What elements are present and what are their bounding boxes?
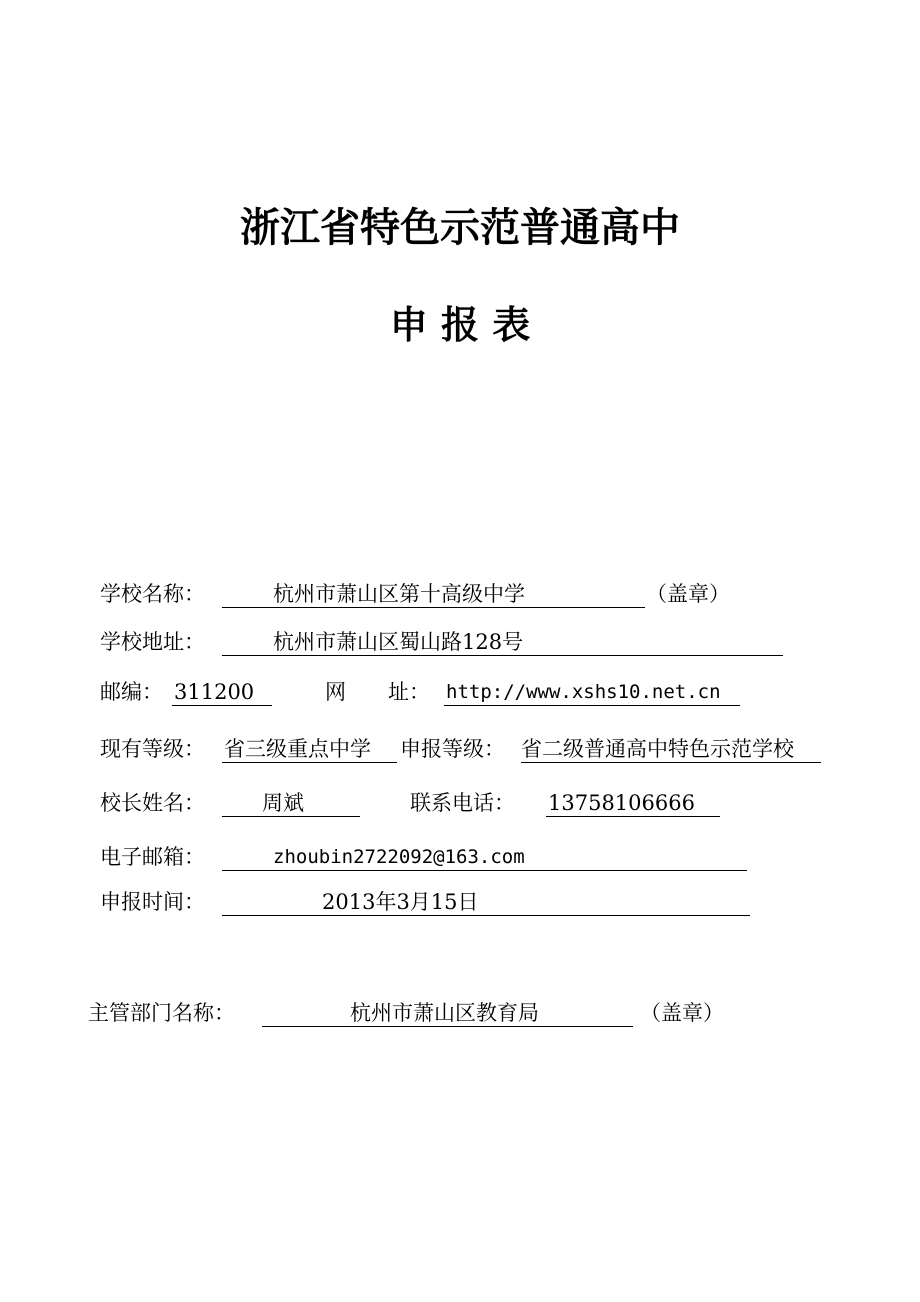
document-title: 浙江省特色示范普通高中: [240, 204, 680, 251]
principal-field: [222, 790, 360, 817]
date-label: 申报时间：: [100, 890, 205, 914]
school-address-label: 学校地址：: [100, 630, 205, 654]
postcode-field: [172, 679, 272, 706]
authority-label: 主管部门名称：: [88, 1001, 235, 1025]
school-name-value: 杭州市萧山区第十高级中学: [273, 582, 525, 606]
school-name-label: 学校名称：: [100, 582, 205, 606]
applied-level-value: 省二级普通高中特色示范学校: [521, 737, 794, 761]
date-value: 2013年3月15日: [322, 890, 479, 914]
phone-label: 联系电话：: [410, 791, 515, 815]
applied-level-field: [521, 736, 821, 763]
school-address-value: 杭州市萧山区蜀山路128号: [273, 630, 524, 654]
authority-field: [262, 1000, 633, 1027]
school-name-field: [222, 581, 645, 608]
school-address-field: [222, 629, 783, 656]
postcode-label: 邮编：: [100, 680, 163, 704]
email-value: zhoubin2722092@163.com: [273, 846, 525, 868]
phone-value: 13758106666: [548, 791, 695, 815]
postcode-value: 311200: [174, 680, 255, 704]
website-field: [444, 679, 740, 706]
principal-label: 校长姓名：: [100, 791, 205, 815]
phone-field: [546, 790, 720, 817]
authority-value: 杭州市萧山区教育局: [350, 1001, 539, 1025]
school-name-seal: （盖章）: [646, 582, 730, 606]
current-level-field: [222, 736, 397, 763]
document-subtitle: 申 报 表: [389, 302, 531, 347]
date-field: [222, 889, 750, 916]
website-value: http://www.xshs10.net.cn: [446, 681, 721, 703]
authority-seal: （盖章）: [640, 1001, 724, 1025]
email-field: [222, 844, 747, 871]
website-label: 网 址：: [325, 680, 430, 704]
principal-value: 周斌: [262, 791, 304, 815]
applied-level-label: 申报等级：: [400, 737, 505, 761]
email-label: 电子邮箱：: [100, 845, 205, 869]
current-level-label: 现有等级：: [100, 737, 205, 761]
current-level-value: 省三级重点中学: [224, 737, 371, 761]
